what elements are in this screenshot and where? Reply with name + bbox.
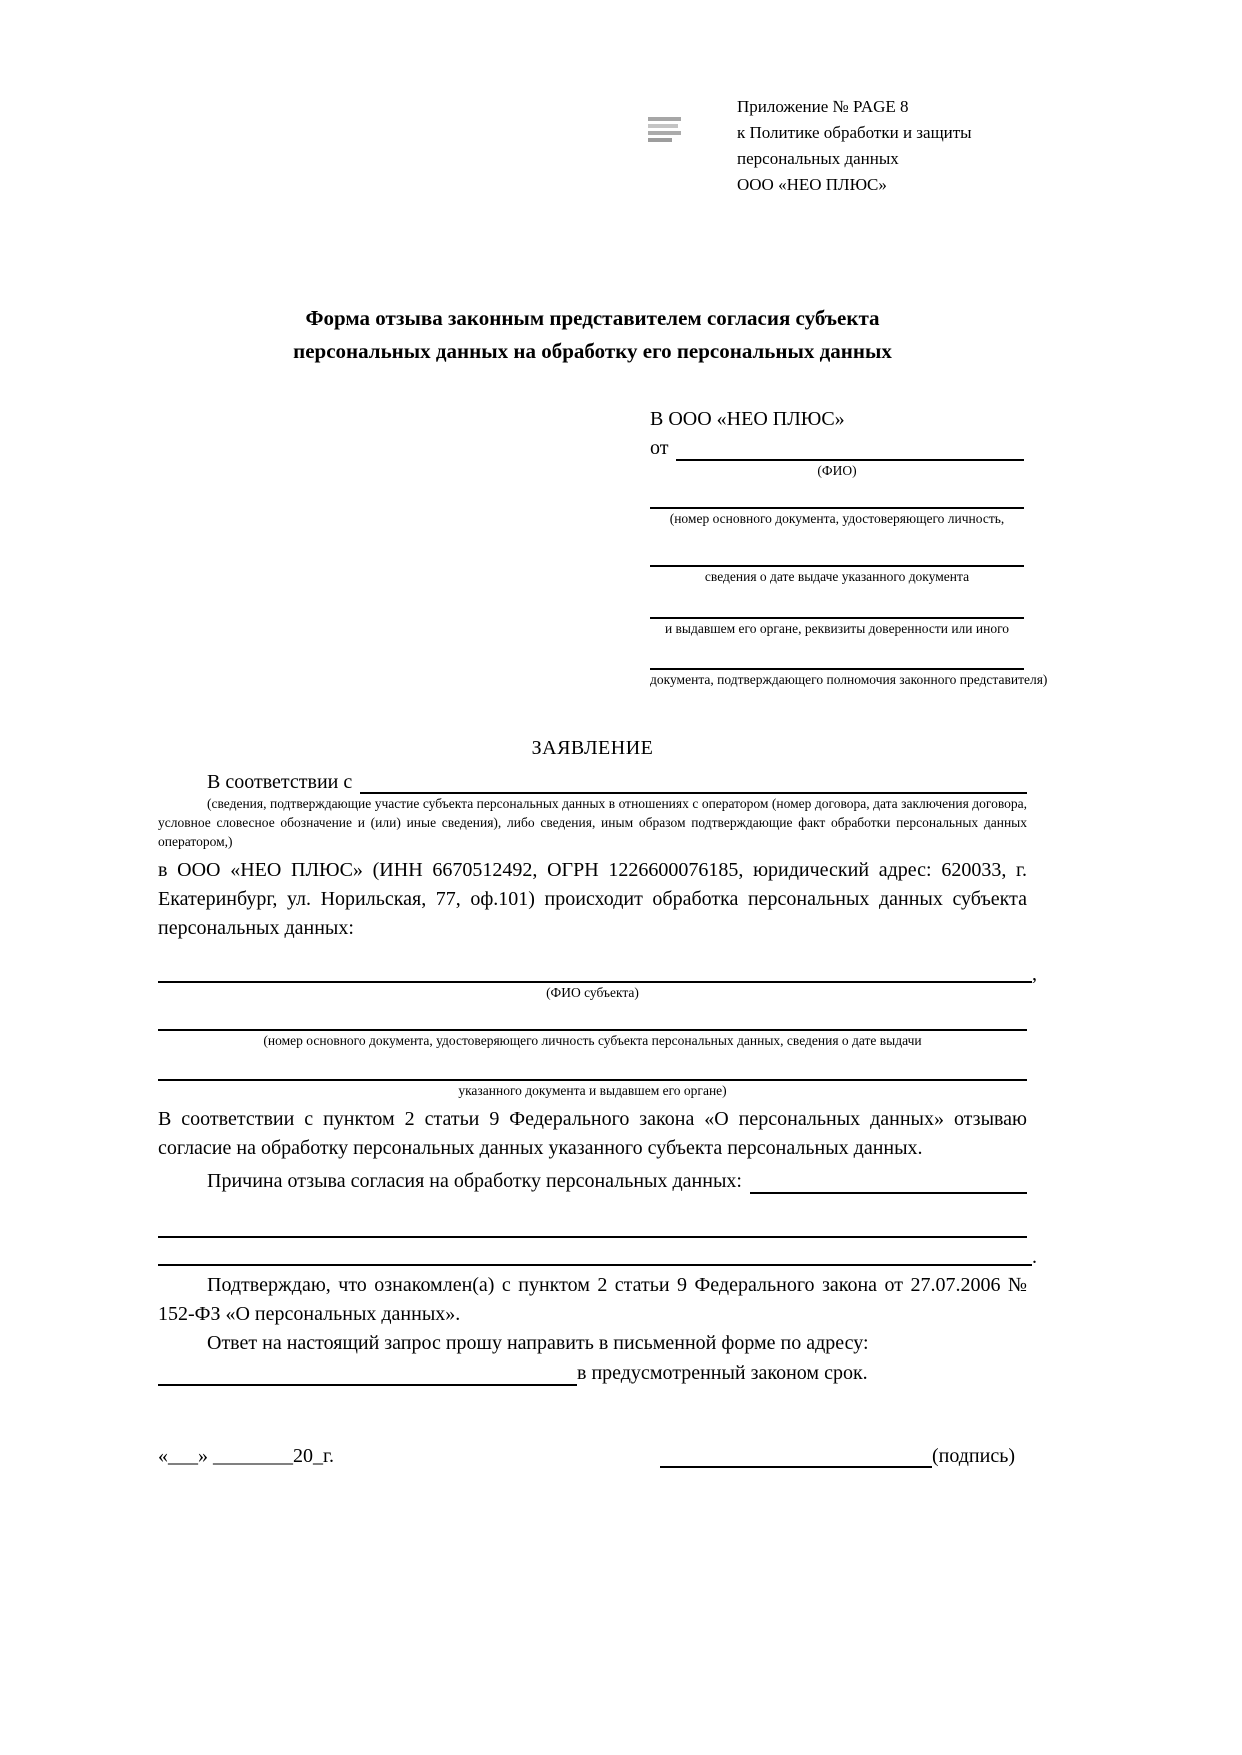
blank-line-caption: документа, подтверждающего полномочия законного представителя) <box>650 672 1048 687</box>
subject-fio-caption: (ФИО субъекта) <box>546 985 639 1000</box>
addressee-from-row <box>650 433 1024 461</box>
blank-line <box>650 587 1024 619</box>
reason-line <box>158 1236 1027 1238</box>
signature-line <box>660 1442 932 1468</box>
reason-line <box>158 1244 1037 1268</box>
reason-row <box>158 1166 1027 1194</box>
fine-print: (сведения, подтверждающие участие субъекта персональных данных в отношениях с оператором (номер договора, дата заключения договора, условное словесное обозначение и (или) иные сведения), либо сведения, иным образом подтверждающие факт обработки персональных данных оператором,) <box>158 796 1027 849</box>
reason-label: Причина отзыва согласия на обработку персональных данных: <box>207 1170 742 1192</box>
form-title-line: Форма отзыва законным представителем согласия субъекта <box>305 306 880 330</box>
appendix-line: ООО «НЕО ПЛЮС» <box>737 175 887 194</box>
subject-doc-caption-2: указанного документа и выдавшем его органе) <box>458 1083 727 1098</box>
reply-paragraph: Ответ на настоящий запрос прошу направить в письменной форме по адресу: <box>207 1332 869 1354</box>
blank-line-caption: сведения о дате выдаче указанного документа <box>704 569 970 584</box>
subject-fio-line <box>158 961 1037 985</box>
appendix-line: персональных данных <box>737 149 899 168</box>
footer-row <box>158 1442 1027 1468</box>
blank-line <box>650 639 1024 670</box>
blank-line-caption: (номер основного документа, удостоверяющего личность, <box>669 511 1005 526</box>
line-suffix-period: . <box>1032 1246 1037 1268</box>
from-label: от <box>650 437 669 459</box>
statement-heading: ЗАЯВЛЕНИЕ <box>531 737 654 759</box>
operator-paragraph: в ООО «НЕО ПЛЮС» (ИНН 6670512492, ОГРН 1226600076185, юридический адрес: 620033, г. Екатеринбург, ул. Норильская, 77, оф.101) происходит обработка персональных данных субъекта персональных данных: <box>158 859 1027 939</box>
withdrawal-paragraph: В соответствии с пунктом 2 статьи 9 Федерального закона «О персональных данных» отзываю согласие на обработку персональных данных указанного субъекта персональных данных. <box>158 1108 1027 1159</box>
reason-fill-line <box>750 1192 1027 1194</box>
form-title-line: персональных данных на обработку его персональных данных <box>293 339 892 363</box>
blank-line-caption: и выдавшем его органе, реквизиты доверенности или иного <box>664 621 1010 636</box>
intro-row <box>158 768 1027 794</box>
intro-label: В соответствии с <box>207 771 353 793</box>
fio-caption: (ФИО) <box>817 463 857 478</box>
signature-caption: (подпись) <box>931 1445 1015 1467</box>
confirmation-paragraph: Подтверждаю, что ознакомлен(а) с пунктом 2 статьи 9 Федерального закона от 27.07.2006 № 152-ФЗ «О персональных данных». <box>158 1274 1027 1325</box>
blank-line <box>650 529 1024 567</box>
reply-suffix: в предусмотренный законом срок. <box>577 1362 868 1384</box>
date-blank-text: «___» ________20_г. <box>158 1445 334 1467</box>
appendix-line: к Политике обработки и защиты <box>737 123 972 142</box>
signature-group <box>660 1442 1015 1468</box>
addressee-to: В ООО «НЕО ПЛЮС» <box>650 408 845 430</box>
document-content <box>158 0 1048 1468</box>
reply-address-line <box>158 1384 577 1386</box>
reply-address-row <box>158 1358 1027 1386</box>
appendix-line: Приложение № PAGE 8 <box>737 97 909 116</box>
addressee-block <box>650 405 1048 690</box>
line-suffix-comma: , <box>1032 963 1037 985</box>
subject-doc-caption-1: (номер основного документа, удостоверяющего личность субъекта персональных данных, сведения о дате выдачи <box>263 1033 922 1048</box>
form-title <box>158 302 1027 368</box>
blank-line <box>650 481 1024 509</box>
